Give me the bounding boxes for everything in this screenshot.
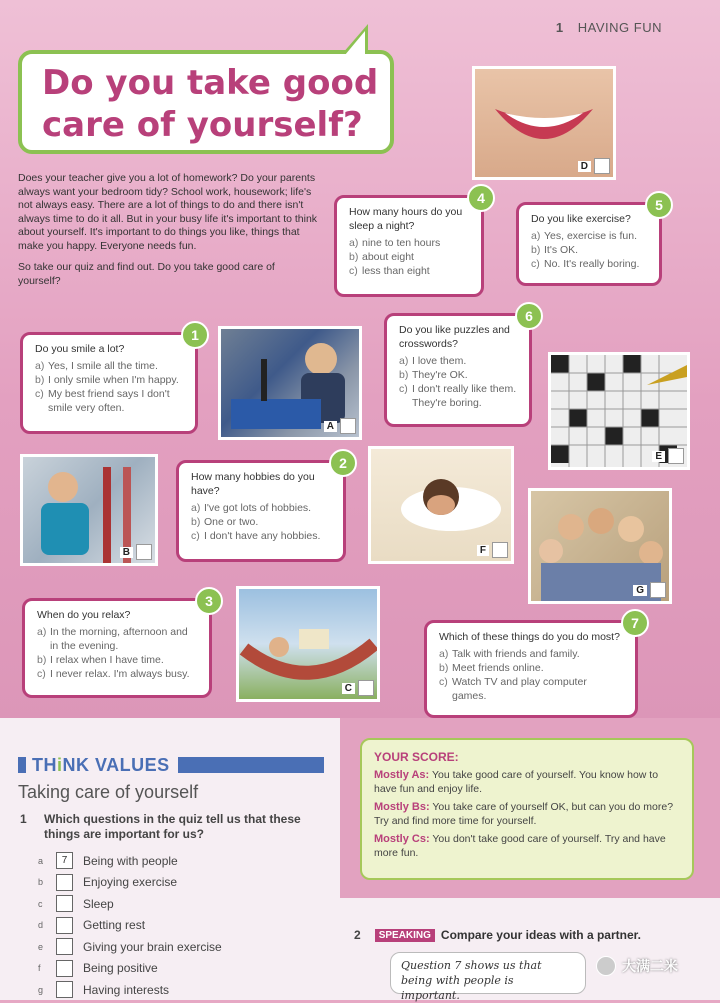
answer-option[interactable]: c) less than eight (349, 265, 430, 277)
photo-d-smile: D (472, 66, 616, 180)
unit-number: 1 (555, 20, 564, 35)
answer-box[interactable]: 7 (56, 852, 73, 869)
photo-b-exercise: B (20, 454, 158, 566)
question-number-badge: 4 (467, 184, 495, 212)
intro-paragraph-1: Does your teacher give you a lot of homework? Do your parents always want your bedroom tidy? School work, housework; life's not always easy. There are a lot of things to do and there isn't always time to do it all. But in your busy life it's important to think about yourself. It's important to do things you like, things that make you happy. Everyone needs fun. (18, 172, 318, 252)
score-mostly-bs: Mostly Bs: You take care of yourself OK, but can you do more? Try and find more time for yourself. (374, 801, 674, 827)
photo-e-crossword: E (548, 352, 690, 470)
score-heading: YOUR SCORE: (374, 750, 459, 764)
question-box-1 (20, 327, 199, 434)
question-box-7 (424, 615, 639, 718)
page-header (556, 20, 662, 35)
answer-option[interactable]: a) I've got lots of hobbies. (191, 502, 312, 514)
answer-checkbox-d[interactable] (594, 158, 610, 174)
answer-option[interactable]: c) I never relax. I'm always busy. (37, 668, 190, 680)
speaking-instruction: Compare your ideas with a partner. (440, 928, 641, 942)
answer-box[interactable] (56, 938, 73, 955)
question-text: How many hours do you sleep a night? (349, 206, 463, 232)
answer-option[interactable]: b) They're OK. (399, 369, 468, 381)
question-box-4 (334, 190, 485, 297)
think-values-item: a 7 Being with people (38, 853, 178, 868)
watermark: 大满二米 (596, 956, 678, 976)
speech-bubble: Question 7 shows us that being with people is important. (390, 952, 586, 994)
answer-option[interactable]: a) nine to ten hours (349, 237, 441, 249)
answer-box[interactable] (56, 960, 73, 977)
answer-box[interactable] (56, 874, 73, 891)
question-number-badge: 5 (645, 191, 673, 219)
answer-checkbox-c[interactable] (358, 680, 374, 696)
question-text: Do you like exercise? (531, 213, 631, 225)
answer-option[interactable]: a) In the morning, afternoon and in the evening. (37, 626, 188, 652)
answer-option[interactable]: a) Yes, exercise is fun. (531, 230, 637, 242)
score-mostly-as: Mostly As: You take good care of yourself. You know how to have fun and enjoy life. (374, 769, 659, 795)
page-title: Do you take good care of yourself? (42, 63, 379, 145)
think-values-item: e Giving your brain exercise (38, 939, 222, 954)
question-number-badge: 6 (515, 302, 543, 330)
speaking-tag: SPEAKING (375, 929, 435, 942)
intro-text (18, 172, 318, 296)
answer-option[interactable]: b) It's OK. (531, 244, 579, 256)
think-values-item: c Sleep (38, 896, 114, 911)
answer-option[interactable]: b) I only smile when I'm happy. (35, 374, 179, 386)
title-box (18, 50, 394, 154)
wechat-icon (596, 956, 616, 976)
answer-checkbox-g[interactable] (650, 582, 666, 598)
question-text: Which of these things do you do most? (439, 631, 620, 643)
answer-box[interactable] (56, 895, 73, 912)
photo-f-sleeping: F (368, 446, 514, 564)
answer-option[interactable]: a) Talk with friends and family. (439, 648, 580, 660)
answer-option[interactable]: a) Yes, I smile all the time. (35, 360, 158, 372)
photo-c-hammock: C (236, 586, 380, 702)
think-values-item: f Being positive (38, 961, 158, 976)
think-values-item: g Having interests (38, 982, 170, 997)
question-text: When do you relax? (37, 609, 131, 621)
question-number-badge: 1 (181, 321, 209, 349)
question-text: How many hobbies do you have? (191, 471, 315, 497)
answer-option[interactable]: c) I don't have any hobbies. (191, 530, 321, 542)
answer-option[interactable]: b) I relax when I have time. (37, 654, 164, 666)
question-text: Do you smile a lot? (35, 343, 125, 355)
answer-option[interactable]: a) I love them. (399, 355, 467, 367)
answer-option[interactable]: c) I don't really like them. They're boring. (399, 383, 517, 409)
think-values-question: 1 Which questions in the quiz tell us that these things are important for us? (20, 812, 301, 841)
answer-option[interactable]: c) Watch TV and play computer games. (439, 676, 587, 702)
answer-box[interactable] (56, 981, 73, 998)
question-box-5 (516, 197, 663, 286)
answer-checkbox-f[interactable] (492, 542, 508, 558)
answer-option[interactable]: b) Meet friends online. (439, 662, 544, 674)
answer-option[interactable]: b) about eight (349, 251, 414, 263)
answer-box[interactable] (56, 917, 73, 934)
answer-option[interactable]: c) No. It's really boring. (531, 258, 640, 270)
answer-option[interactable]: c) My best friend says I don't smile very often. (35, 388, 170, 414)
score-box (360, 738, 694, 880)
think-values-list (38, 850, 318, 1001)
question-box-2 (176, 455, 347, 562)
answer-checkbox-e[interactable] (668, 448, 684, 464)
speaking-task: 2 SPEAKING Compare your ideas with a partner. (354, 928, 641, 942)
think-values-subheading: Taking care of yourself (18, 782, 199, 802)
think-values-item: b Enjoying exercise (38, 875, 178, 890)
think-values-item: d Getting rest (38, 918, 146, 933)
answer-option[interactable]: b) One or two. (191, 516, 259, 528)
score-mostly-cs: Mostly Cs: You don't take good care of yourself. Try and have more fun. (374, 833, 666, 859)
think-values-heading: THiNK VALUES (18, 755, 324, 775)
question-number-badge: 3 (195, 587, 223, 615)
question-box-6 (384, 308, 533, 427)
question-box-3 (22, 593, 213, 698)
question-number-badge: 2 (329, 449, 357, 477)
answer-checkbox-a[interactable] (340, 418, 356, 434)
photo-a-boy-homework: A (218, 326, 362, 440)
question-number-badge: 7 (621, 609, 649, 637)
intro-paragraph-2: So take our quiz and find out. Do you take good care of yourself? (18, 261, 275, 287)
answer-checkbox-b[interactable] (136, 544, 152, 560)
question-text: Do you like puzzles and crosswords? (399, 324, 510, 350)
photo-g-family: G (528, 488, 672, 604)
unit-title: HAVING FUN (577, 20, 662, 35)
